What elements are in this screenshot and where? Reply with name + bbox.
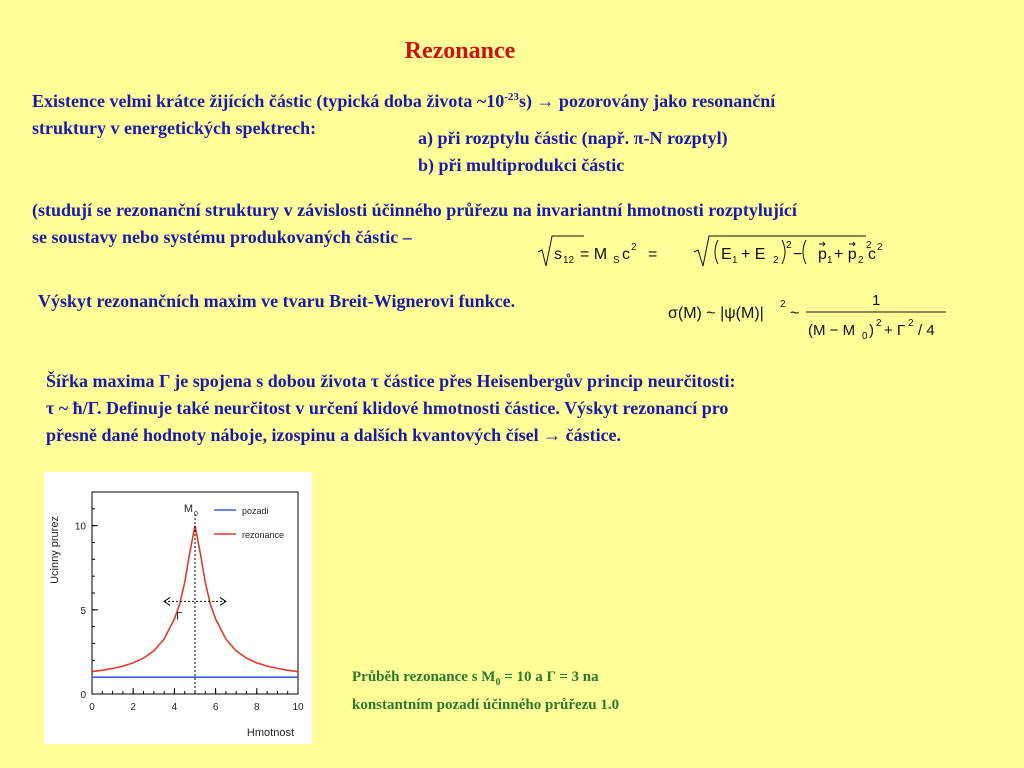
caption-line-1: Průběh rezonance s $M_0 = 10$ a Γ = 3 na xyxy=(352,669,599,688)
svg-text:2: 2 xyxy=(908,318,914,329)
svg-text:1: 1 xyxy=(827,255,833,266)
intro-list xyxy=(418,125,728,179)
x-tick-label: 2 xyxy=(130,702,136,713)
svg-text:2: 2 xyxy=(876,318,882,329)
svg-text:1: 1 xyxy=(872,292,881,309)
svg-text:+ p: + p xyxy=(834,246,857,263)
x-tick-label: 8 xyxy=(254,702,260,713)
y-tick-label: 0 xyxy=(80,690,86,701)
y-tick-label: 5 xyxy=(80,605,86,617)
y-tick-label: 10 xyxy=(74,521,86,533)
svg-text:c: c xyxy=(868,246,876,263)
intro-line-1: Existence velmi krátce žijících částic (typická doba života $\sim 10^{-23}s$) → pozorovány jako resonanční xyxy=(32,91,776,111)
list-item-b: b) při multiprodukci částic xyxy=(418,155,625,175)
svg-text:−: − xyxy=(793,246,803,263)
formula-s: s xyxy=(554,246,562,263)
study-line-1: (studují se rezonanční struktury v závislosti účinného průřezu na invariantní hmotnosti rozptylující xyxy=(32,200,797,220)
slide-title: Rezonance xyxy=(404,38,516,64)
svg-text:12: 12 xyxy=(563,255,575,266)
svg-text:/ 4: / 4 xyxy=(918,322,935,339)
resonance-figure xyxy=(44,472,312,744)
peak-label-sub: 0 xyxy=(194,511,198,518)
caption-line-2: konstantním pozadí účinného průřezu 1.0 xyxy=(352,697,620,713)
width-paragraph xyxy=(46,368,1006,449)
svg-text:): ) xyxy=(869,322,874,339)
svg-text:=: = xyxy=(648,246,658,263)
list-item-a: a) při rozptylu částic (např. π-N rozptyl) xyxy=(418,128,728,148)
x-tick-label: 0 xyxy=(89,702,95,713)
svg-text:2: 2 xyxy=(858,255,864,266)
svg-text:c: c xyxy=(622,246,630,263)
invariant-mass-formula xyxy=(536,232,876,272)
gamma-label: Γ xyxy=(176,610,183,623)
formula-c-squared xyxy=(868,232,898,272)
legend-label-pozadi: pozadi xyxy=(242,506,269,516)
study-line-2: se soustavy nebo systému produkovaných částic – xyxy=(32,227,412,247)
breit-wigner-formula xyxy=(666,288,966,344)
svg-text:S: S xyxy=(613,255,620,266)
svg-text:2: 2 xyxy=(786,240,792,251)
svg-text:+ Γ: + Γ xyxy=(884,322,906,339)
width-line-2: τ ~ ħ/Γ. Definuje také neurčitost v určení klidové hmotnosti částice. Výskyt rezonancí pro xyxy=(46,398,729,418)
resonance-chart xyxy=(44,472,312,744)
svg-text:0: 0 xyxy=(862,331,868,342)
width-line-3: přesně dané hodnoty náboje, izospinu a dalších kvantových čísel → částice. xyxy=(46,425,622,445)
svg-text:2: 2 xyxy=(780,299,786,310)
svg-text:2: 2 xyxy=(877,242,883,253)
y-axis-label: Ucinny prurez xyxy=(49,516,61,584)
svg-text:p: p xyxy=(818,246,827,263)
svg-text:1: 1 xyxy=(732,255,738,266)
svg-text:σ(M) ~ |ψ(M)|: σ(M) ~ |ψ(M)| xyxy=(668,305,764,322)
x-tick-label: 4 xyxy=(171,702,178,713)
x-axis-label: Hmotnost xyxy=(246,727,294,739)
figure-caption xyxy=(352,666,752,716)
legend-label-rezonance: rezonance xyxy=(242,530,285,540)
width-line-1: Šířka maxima Γ je spojena s dobou života τ částice přes Heisenbergův princip neurčitosti: xyxy=(46,371,736,391)
svg-text:E: E xyxy=(721,246,732,263)
svg-text:~: ~ xyxy=(790,305,800,322)
intro-line-2: struktury v energetických spektrech: xyxy=(32,118,317,138)
breit-wigner-text: Výskyt rezonančních maxim ve tvaru Breit-Wignerovi funkce. xyxy=(38,291,516,311)
svg-text:2: 2 xyxy=(773,255,779,266)
svg-text:2: 2 xyxy=(866,240,872,251)
peak-label: M xyxy=(183,503,193,515)
x-tick-label: 10 xyxy=(292,702,304,713)
svg-text:2: 2 xyxy=(631,242,637,253)
svg-text:(M − M: (M − M xyxy=(808,322,856,339)
x-tick-label: 6 xyxy=(212,702,219,713)
svg-text:= M: = M xyxy=(580,246,608,263)
svg-text:+ E: + E xyxy=(741,246,766,263)
